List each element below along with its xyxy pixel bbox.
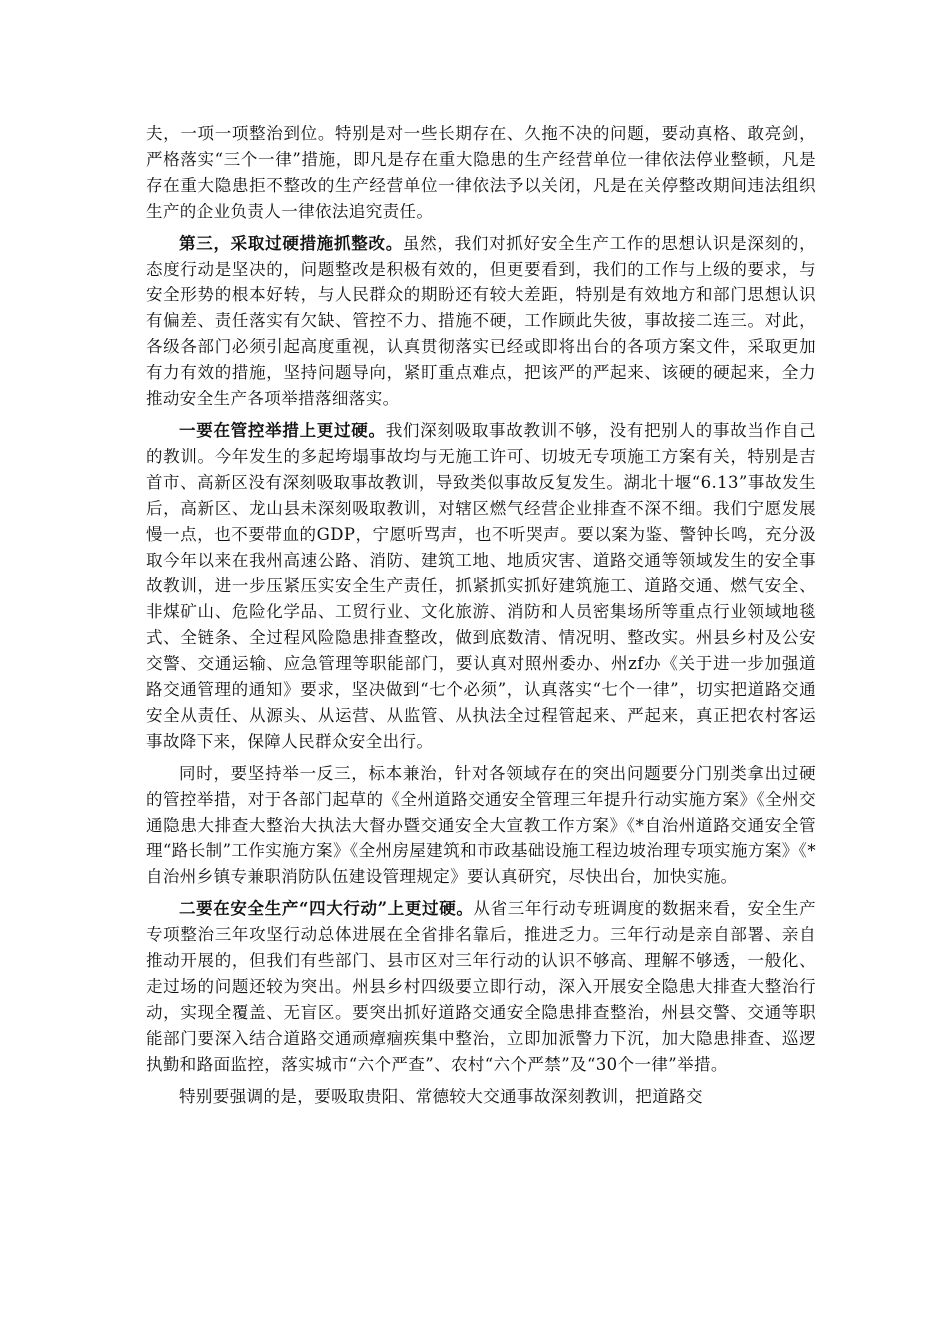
section-heading: 一要在管控举措上更过硬。 [179,420,386,440]
paragraph-text: 夫，一项一项整治到位。特别是对一些长期存在、久拖不决的问题，要动真格、敢亮剑，严格落实“三个一律”措施，即凡是存在重大隐患的生产经营单位一律依法停业整顿，凡是存在重大隐患拒不整改的生产经营单位一律依法予以关闭，凡是在关停整改期间违法组织生产的企业负责人一律依法追究责任。 [146,124,816,221]
paragraph-control-measures [146,418,816,755]
section-heading: 第三，采取过硬措施抓整改。 [179,233,403,253]
paragraph-four-actions [146,896,816,1077]
section-heading: 二要在安全生产“四大行动”上更过硬。 [179,899,474,919]
paragraph-meanwhile [146,761,816,891]
paragraph-text: 虽然，我们对抓好安全生产工作的思想认识是深刻的，态度行动是坚决的，问题整改是积极有效的，但更要看到，我们的工作与上级的要求，与安全形势的根本好转，与人民群众的期盼还有较大差距，特别是有效地方和部门思想认识有偏差、责任落实有欠缺、管控不力、措施不硬，工作顾此失彼，事故接二连三。对此，各级各部门必须引起高度重视，认真贯彻落实已经或即将出台的各项方案文件，采取更加有力有效的措施，坚持问题导向，紧盯重点难点，把该严的严起来、该硬的硬起来，全力推动安全生产各项举措落细落实。 [146,233,816,409]
paragraph-text: 我们深刻吸取事故教训不够，没有把别人的事故当作自己的教训。今年发生的多起垮塌事故均与无施工许可、切坡无专项施工方案有关，特别是吉首市、高新区没有深刻吸取事故教训，导致类似事故反复发生。湖北十堰“6.13”事故发生后，高新区、龙山县未深刻吸取教训，对辖区燃气经营企业排查不深不细。我们宁愿发展慢一点，也不要带血的GDP，宁愿听骂声，也不听哭声。要以案为鉴、警钟长鸣，充分汲取今年以来在我州高速公路、消防、建筑工地、地质灾害、道路交通等领域发生的安全事故教训，进一步压紧压实安全生产责任，抓紧抓实抓好建筑施工、道路交通、燃气安全、非煤矿山、危险化学品、工贸行业、文化旅游、消防和人员密集场所等重点行业领域地毯式、全链条、全过程风险隐患排查整改，做到底数清、情况明、整改实。州县乡村及公安交警、交通运输、应急管理等职能部门，要认真对照州委办、州zf办《关于进一步加强道路交通管理的通知》要求，坚决做到“七个必须”，认真落实“七个一律”，切实把道路交通安全从责任、从源头、从运营、从监管、从执法全过程管起来、严起来，真正把农村客运事故降下来，保障人民群众安全出行。 [146,420,816,751]
paragraph-text: 同时，要坚持举一反三，标本兼治，针对各领域存在的突出问题要分门别类拿出过硬的管控举措，对于各部门起草的《全州道路交通安全管理三年提升行动实施方案》《全州交通隐患大排查大整治大执法大督办暨交通安全大宣教工作方案》《*自治州道路交通安全管理“路长制”工作实施方案》《全州房屋建筑和市政基础设施工程边坡治理专项实施方案》《*自治州乡镇专兼职消防队伍建设管理规定》要认真研究，尽快出台，加快实施。 [146,763,816,887]
document-page [146,121,816,1110]
paragraph-text: 从省三年行动专班调度的数据来看，安全生产专项整治三年攻坚行动总体进展在全省排名靠后，推进乏力。三年行动是亲自部署、亲自推动开展的，但我们有些部门、县市区对三年行动的认识不够高、理解不够透，一般化、走过场的问题还较为突出。州县乡村四级要立即行动，深入开展安全隐患大排查大整治行动，实现全覆盖、无盲区。要突出抓好道路交通安全隐患排查整治，州县交警、交通等职能部门要深入结合道路交通顽瘴痼疾集中整治，立即加派警力下沉，加大隐患排查、巡逻执勤和路面监控，落实城市“六个严查”、农村“六个严禁”及“30个一律”举措。 [146,899,816,1074]
paragraph-text: 特别要强调的是，要吸取贵阳、常德较大交通事故深刻教训，把道路交 [179,1086,703,1106]
paragraph-continuation [146,121,816,225]
paragraph-emphasis [146,1084,816,1110]
paragraph-third-measure [146,231,816,412]
